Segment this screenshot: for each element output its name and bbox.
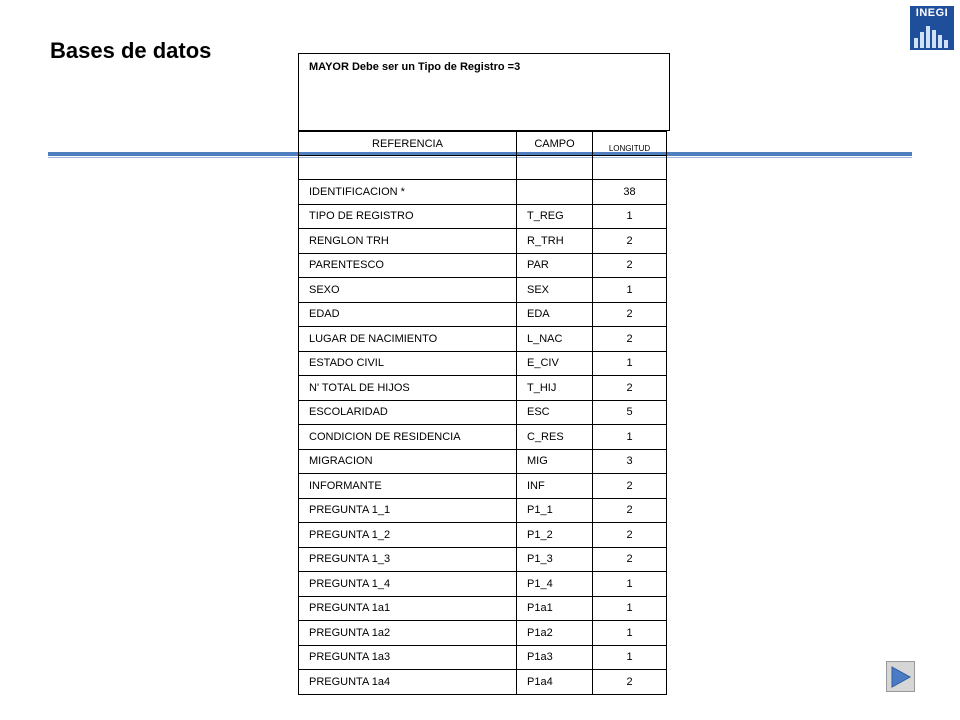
cell-longitud: 1	[593, 596, 667, 621]
table-row	[299, 302, 667, 327]
cell-referencia: PREGUNTA 1a1	[299, 596, 517, 621]
cell-campo: P1_2	[517, 523, 593, 548]
table-row	[299, 425, 667, 450]
cell-referencia: SEXO	[299, 278, 517, 303]
table-row	[299, 670, 667, 695]
cell-referencia: PARENTESCO	[299, 253, 517, 278]
cell-campo: R_TRH	[517, 229, 593, 254]
table-row	[299, 523, 667, 548]
cell-referencia: CONDICION DE RESIDENCIA	[299, 425, 517, 450]
cell-longitud: 2	[593, 253, 667, 278]
inegi-logo-icon	[914, 22, 950, 48]
cell-longitud: 2	[593, 547, 667, 572]
table-row	[299, 449, 667, 474]
column-header-row	[299, 132, 667, 156]
table-row	[299, 180, 667, 205]
column-header-longitud: LONGITUD	[593, 132, 667, 156]
table-row	[299, 572, 667, 597]
cell-referencia: PREGUNTA 1_1	[299, 498, 517, 523]
cell-campo: T_HIJ	[517, 376, 593, 401]
cell-longitud: 5	[593, 400, 667, 425]
column-header-referencia: REFERENCIA	[299, 132, 517, 156]
cell-longitud: 2	[593, 327, 667, 352]
cell-campo	[517, 180, 593, 205]
cell-referencia: EDAD	[299, 302, 517, 327]
cell-longitud: 3	[593, 449, 667, 474]
cell-longitud: 38	[593, 180, 667, 205]
cell-referencia: INFORMANTE	[299, 474, 517, 499]
table-row	[299, 474, 667, 499]
cell-campo: C_RES	[517, 425, 593, 450]
cell-campo: ESC	[517, 400, 593, 425]
cell-longitud: 1	[593, 621, 667, 646]
logo-text: INEGI	[915, 7, 949, 19]
cell-referencia: PREGUNTA 1a2	[299, 621, 517, 646]
cell-referencia: ESCOLARIDAD	[299, 400, 517, 425]
table-row	[299, 351, 667, 376]
fields-table	[298, 131, 667, 695]
cell-longitud: 1	[593, 425, 667, 450]
table-row	[299, 376, 667, 401]
cell-longitud: 1	[593, 351, 667, 376]
cell-referencia: MIGRACION	[299, 449, 517, 474]
cell-referencia: IDENTIFICACION *	[299, 180, 517, 205]
cell-campo: P1_3	[517, 547, 593, 572]
cell-referencia: PREGUNTA 1a3	[299, 645, 517, 670]
cell-campo: P1_4	[517, 572, 593, 597]
cell-campo: P1a4	[517, 670, 593, 695]
cell-longitud: 2	[593, 474, 667, 499]
cell-longitud: 1	[593, 204, 667, 229]
cell-referencia: PREGUNTA 1_2	[299, 523, 517, 548]
cell-longitud: 2	[593, 376, 667, 401]
table-row	[299, 229, 667, 254]
cell-referencia: ESTADO CIVIL	[299, 351, 517, 376]
table-row	[299, 400, 667, 425]
cell-referencia: PREGUNTA 1_3	[299, 547, 517, 572]
cell-campo: P1a1	[517, 596, 593, 621]
column-header-campo: CAMPO	[517, 132, 593, 156]
blank-row	[299, 156, 667, 180]
cell-referencia: PREGUNTA 1a4	[299, 670, 517, 695]
cell-campo: L_NAC	[517, 327, 593, 352]
cell-campo: EDA	[517, 302, 593, 327]
cell-referencia: PREGUNTA 1_4	[299, 572, 517, 597]
cell-referencia: N' TOTAL DE HIJOS	[299, 376, 517, 401]
cell-campo: P1_1	[517, 498, 593, 523]
table-row	[299, 596, 667, 621]
cell-campo: INF	[517, 474, 593, 499]
page-title: Bases de datos	[50, 38, 212, 63]
cell-campo: P1a3	[517, 645, 593, 670]
table-row	[299, 327, 667, 352]
cell-campo: MIG	[517, 449, 593, 474]
next-slide-button[interactable]	[886, 661, 915, 692]
cell-campo: E_CIV	[517, 351, 593, 376]
cell-campo: SEX	[517, 278, 593, 303]
table-row	[299, 621, 667, 646]
cell-longitud: 2	[593, 302, 667, 327]
cell-longitud: 2	[593, 229, 667, 254]
cell-longitud: 2	[593, 670, 667, 695]
cell-longitud: 2	[593, 498, 667, 523]
cell-referencia: RENGLON TRH	[299, 229, 517, 254]
table-header-box	[298, 53, 670, 131]
table-row	[299, 204, 667, 229]
cell-campo: PAR	[517, 253, 593, 278]
cell-longitud: 1	[593, 278, 667, 303]
inegi-logo	[910, 6, 954, 50]
table-header-text: MAYOR Debe ser un Tipo de Registro =3	[309, 61, 521, 73]
table-row	[299, 547, 667, 572]
table-row	[299, 278, 667, 303]
table-row	[299, 498, 667, 523]
table-row	[299, 645, 667, 670]
table-row	[299, 253, 667, 278]
cell-campo: P1a2	[517, 621, 593, 646]
record-layout-table	[298, 53, 670, 695]
cell-referencia: TIPO DE REGISTRO	[299, 204, 517, 229]
cell-longitud: 1	[593, 572, 667, 597]
cell-campo: T_REG	[517, 204, 593, 229]
play-right-icon	[890, 666, 912, 688]
cell-referencia: LUGAR DE NACIMIENTO	[299, 327, 517, 352]
cell-longitud: 1	[593, 645, 667, 670]
cell-longitud: 2	[593, 523, 667, 548]
